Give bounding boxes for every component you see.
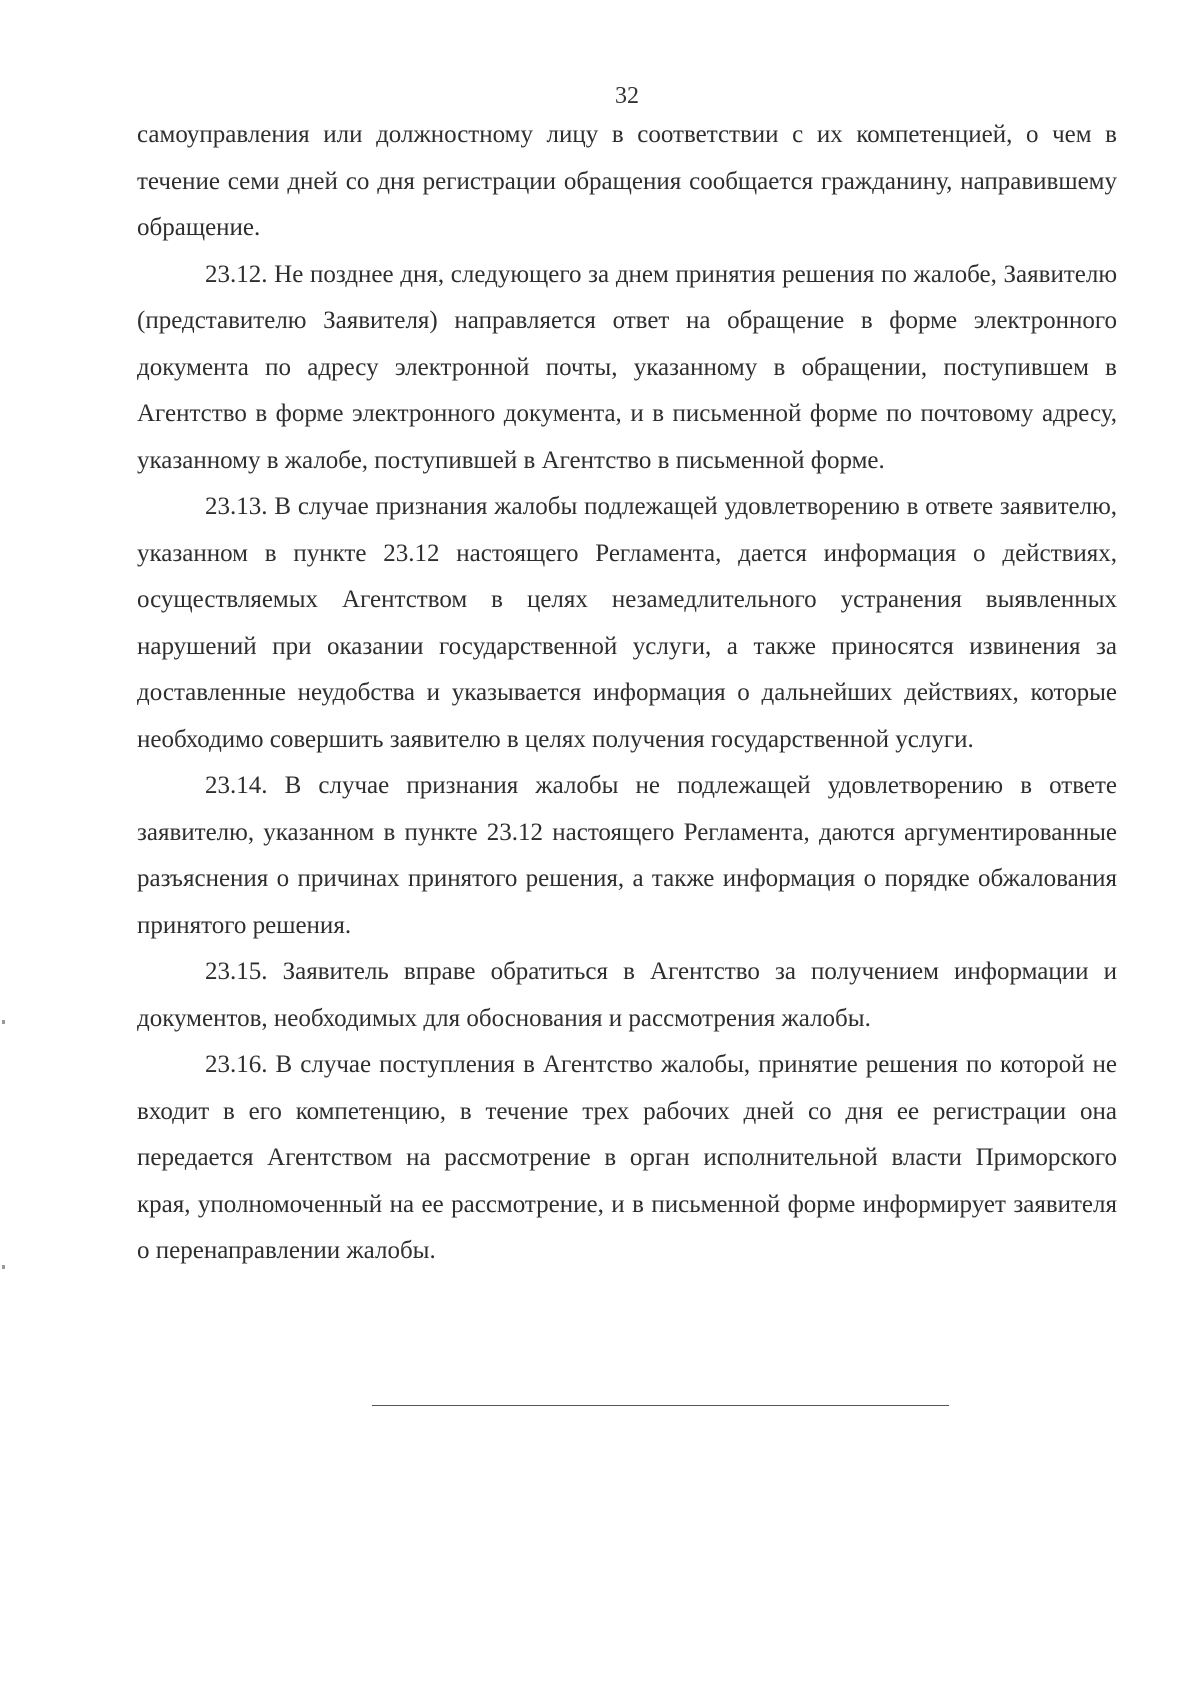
paragraph-23-14: 23.14. В случае признания жалобы не подлежащей удовлетворению в ответе заявителю, указанном в пункте 23.12 настоящего Регламента, даются аргументированные разъяснения о причинах принятого решения, а также информация о порядке обжалования принятого решения. [137, 772, 1117, 939]
paragraph-23-13: 23.13. В случае признания жалобы подлежащей удовлетворению в ответе заявителю, указанном в пункте 23.12 настоящего Регламента, дается информация о действиях, осуществляемых Агентством в целях незамедлительного устранения выявленных нарушений при оказании государственной услуги, а также приносятся извинения за доставленные неудобства и указывается информация о дальнейших действиях, которые необходимо совершить заявителю в целях получения государственной услуги. [137, 493, 1117, 753]
scan-edge-mark [2, 1265, 5, 1269]
scan-edge-mark [2, 1020, 5, 1024]
end-of-text-rule [372, 1405, 949, 1406]
paragraph-continuation: самоуправления или должностному лицу в соответствии с их компетенцией, о чем в течение семи дней со дня регистрации обращения сообщается гражданину, направившему обращение. [137, 121, 1117, 241]
paragraph-23-16: 23.16. В случае поступления в Агентство жалобы, принятие решения по которой не входит в его компетенцию, в течение трех рабочих дней со дня ее регистрации она передается Агентством на рассмотрение в орган исполнительной власти Приморского края, уполномоченный на ее рассмотрение, и в письменной форме информирует заявителя о перенаправлении жалобы. [137, 1051, 1117, 1264]
paragraph-23-15: 23.15. Заявитель вправе обратиться в Агентство за получением информации и документов, необходимых для обоснования и рассмотрения жалобы. [137, 958, 1117, 1032]
paragraph-23-12: 23.12. Не позднее дня, следующего за днем принятия решения по жалобе, Заявителю (представителю Заявителя) направляется ответ на обращение в форме электронного документа по адресу электронной почты, указанному в обращении, поступившем в Агентство в форме электронного документа, и в письменной форме по почтовому адресу, указанному в жалобе, поступившей в Агентство в письменной форме. [137, 260, 1117, 474]
document-body [137, 112, 1117, 1275]
page-number: 32 [615, 83, 639, 109]
